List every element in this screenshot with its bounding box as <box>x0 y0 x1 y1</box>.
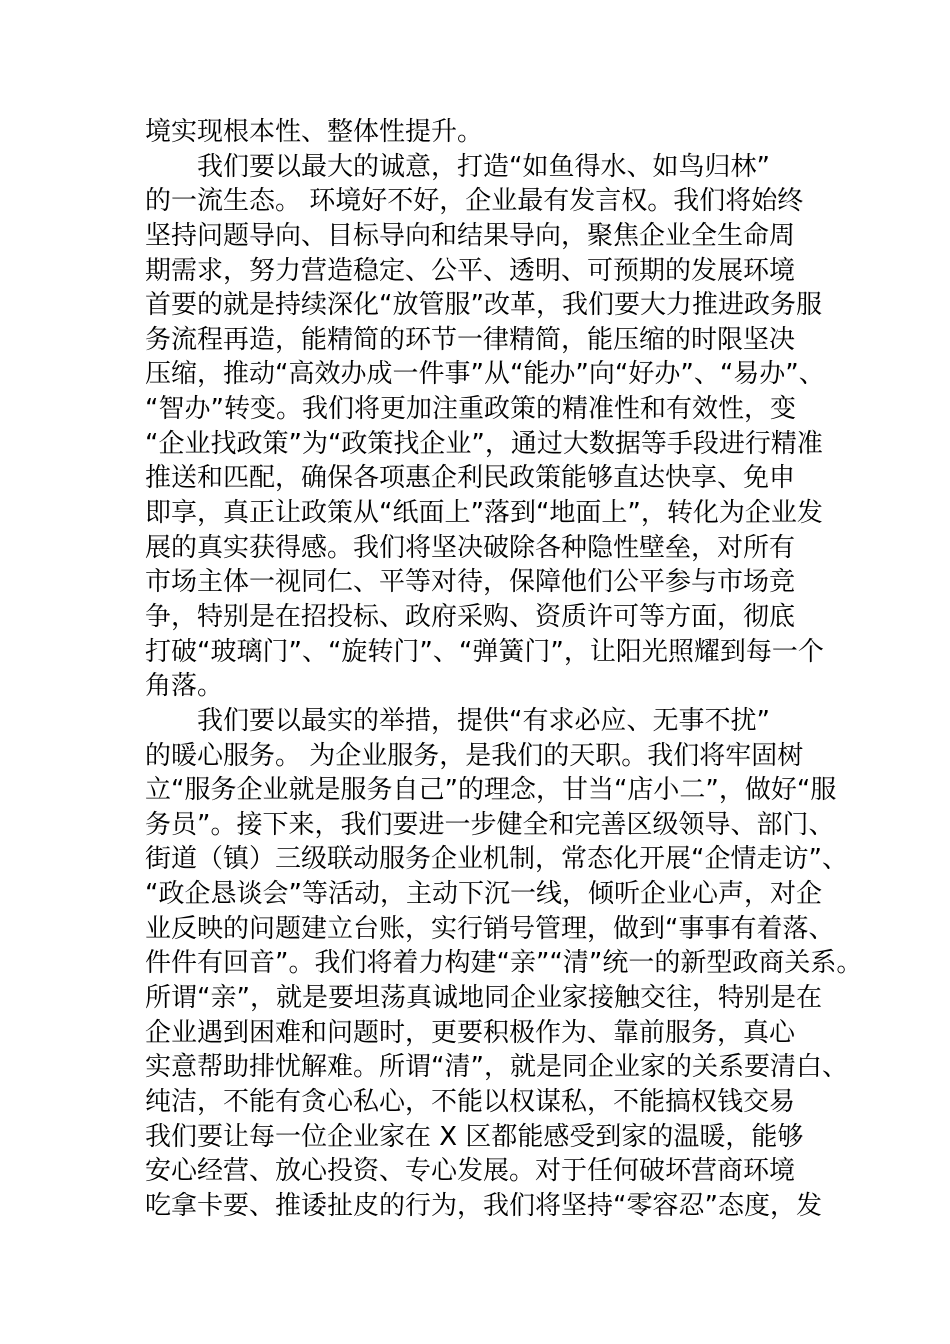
text-line: 所谓“亲”，就是要坦荡真诚地同企业家接触交往，特别是在 <box>145 983 822 1014</box>
text-line: “智办”转变。我们将更加注重政策的精准性和有效性，变 <box>145 394 796 425</box>
text-line: 境实现根本性、整体性提升。 <box>145 117 484 147</box>
text-line: 的一流生态。 环境好不好，企业最有发言权。我们将始终 <box>145 186 804 217</box>
text-line: 纯洁，不能有贪心私心，不能以权谋私，不能搞权钱交易 <box>145 1086 796 1117</box>
text-line: 即享，真正让政策从“纸面上”落到“地面上”，转化为企业发 <box>145 498 823 529</box>
text-line: 立“服务企业就是服务自己”的理念，甘当“店小二”，做好“服 <box>145 775 837 806</box>
text-line: 争，特别是在招投标、政府采购、资质许可等方面，彻底 <box>145 601 796 632</box>
text-line: “政企恳谈会”等活动，主动下沉一线，倾听企业心声，对企 <box>145 879 822 910</box>
text-line: 首要的就是持续深化“放管服”改革，我们要大力推进政务服 <box>145 290 822 321</box>
paragraph-start-line: 我们要以最实的举措，提供“有求必应、无事不扰” <box>197 705 770 736</box>
text-line: “企业找政策”为“政策找企业”，通过大数据等手段进行精准 <box>145 428 823 459</box>
text-line: 实意帮助排忧解难。所谓“清”，就是同企业家的关系要清白、 <box>145 1052 848 1083</box>
text-line: 展的真实获得感。我们将坚决破除各种隐性壁垒，对所有 <box>145 532 796 563</box>
text-line: 街道（镇）三级联动服务企业机制，常态化开展“企情走访”、 <box>145 844 848 875</box>
text-line: 企业遇到困难和问题时，更要积极作为、靠前服务，真心 <box>145 1017 796 1048</box>
text-line: 业反映的问题建立台账，实行销号管理，做到“事事有着落、 <box>145 913 835 944</box>
text-line: 我们要让每一位企业家在 X 区都能感受到家的温暖，能够 <box>145 1121 804 1152</box>
text-line: 坚持问题导向、目标导向和结果导向，聚焦企业全生命周 <box>145 220 796 251</box>
text-line: 安心经营、放心投资、专心发展。对于任何破坏营商环境 <box>145 1156 796 1187</box>
text-line: 角落。 <box>145 671 224 702</box>
text-line: 打破“玻璃门”、“旋转门”、“弹簧门”，让阳光照耀到每一个 <box>145 636 824 667</box>
body-text <box>145 115 863 1224</box>
text-line: 的暖心服务。 为企业服务，是我们的天职。我们将牢固树 <box>145 740 804 771</box>
text-line: 务流程再造，能精简的环节一律精简，能压缩的时限坚决 <box>145 324 796 355</box>
text-line: 吃拿卡要、推诿扯皮的行为，我们将坚持“零容忍”态度，发 <box>145 1190 822 1221</box>
text-line: 件件有回音”。我们将着力构建“亲”“清”统一的新型政商关系。 <box>145 948 863 979</box>
text-line: 压缩，推动“高效办成一件事”从“能办”向“好办”、“易办”、 <box>145 359 825 390</box>
paragraph-start-line: 我们要以最大的诚意，打造“如鱼得水、如鸟归林” <box>197 151 770 182</box>
text-line: 务员”。接下来，我们要进一步健全和完善区级领导、部门、 <box>145 809 835 840</box>
text-line: 推送和匹配，确保各项惠企利民政策能够直达快享、免申 <box>145 463 796 494</box>
text-line: 市场主体一视同仁、平等对待，保障他们公平参与市场竞 <box>145 567 796 598</box>
text-line: 期需求，努力营造稳定、公平、透明、可预期的发展环境 <box>145 255 796 286</box>
